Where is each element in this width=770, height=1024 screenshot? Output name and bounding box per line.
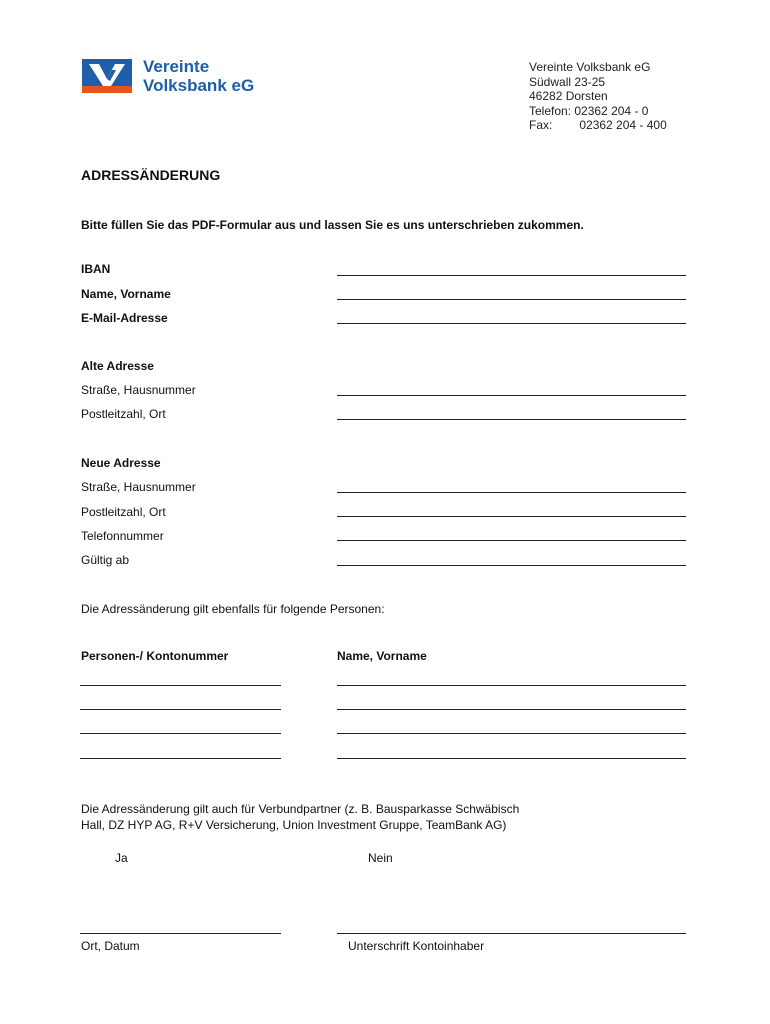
email-label: E-Mail-Adresse [81,311,168,325]
old-address-heading: Alte Adresse [81,359,154,373]
name-field[interactable] [337,299,686,300]
bank-fax [529,118,667,133]
new-phone-field[interactable] [337,540,686,541]
person-account-field-3[interactable] [80,733,281,734]
new-address-heading: Neue Adresse [81,456,161,470]
new-city-field[interactable] [337,516,686,517]
person-name-field-3[interactable] [337,733,686,734]
bank-city: 46282 Dorsten [529,89,608,103]
person-name-field-2[interactable] [337,709,686,710]
person-account-field-4[interactable] [80,758,281,759]
option-yes[interactable]: Ja [115,851,128,865]
form-intro: Bitte füllen Sie das PDF-Formular aus und lassen Sie es uns unterschrieben zukommen. [81,218,584,232]
option-no[interactable]: Nein [368,851,393,865]
col-account-label: Personen-/ Kontonummer [81,649,229,663]
new-street-label: Straße, Hausnummer [81,480,196,494]
bank-logo-wordmark [143,57,254,95]
col-name-label: Name, Vorname [337,649,427,663]
form-title: ADRESSÄNDERUNG [81,167,221,183]
iban-label: IBAN [81,262,111,276]
valid-from-field[interactable] [337,565,686,566]
signature-label: Unterschrift Kontoinhaber [348,939,485,953]
partners-note-line-1: Die Adressänderung gilt auch für Verbundpartner (z. B. Bausparkasse Schwäbisch [81,802,520,816]
iban-field[interactable] [337,275,686,276]
email-field[interactable] [337,323,686,324]
persons-note: Die Adressänderung gilt ebenfalls für folgende Personen: [81,602,385,616]
signature-field[interactable] [337,933,686,934]
bank-name: Vereinte Volksbank eG [529,60,651,74]
old-city-field[interactable] [337,419,686,420]
new-city-label: Postleitzahl, Ort [81,505,166,519]
person-account-field-1[interactable] [80,685,281,686]
valid-from-label: Gültig ab [81,553,130,567]
bank-logo-icon [82,59,132,93]
bank-phone: Telefon: 02362 204 - 0 [529,103,649,118]
old-city-label: Postleitzahl, Ort [81,407,166,421]
name-label: Name, Vorname [81,287,171,301]
fax-label: Fax: [529,118,553,132]
place-date-field[interactable] [80,933,281,934]
person-name-field-4[interactable] [337,758,686,759]
person-name-field-1[interactable] [337,685,686,686]
person-account-field-2[interactable] [80,709,281,710]
logo-line-2: Volksbank eG [143,76,255,95]
place-date-label: Ort, Datum [81,939,140,953]
fax-number: 02362 204 - 400 [579,118,667,132]
partners-note-line-2: Hall, DZ HYP AG, R+V Versicherung, Union Investment Gruppe, TeamBank AG) [81,818,507,832]
bank-street: Südwall 23-25 [529,74,606,89]
old-street-field[interactable] [337,395,686,396]
bank-address [529,60,667,133]
new-phone-label: Telefonnummer [81,529,164,543]
logo-line-1: Vereinte [143,57,210,76]
old-street-label: Straße, Hausnummer [81,383,196,397]
new-street-field[interactable] [337,492,686,493]
